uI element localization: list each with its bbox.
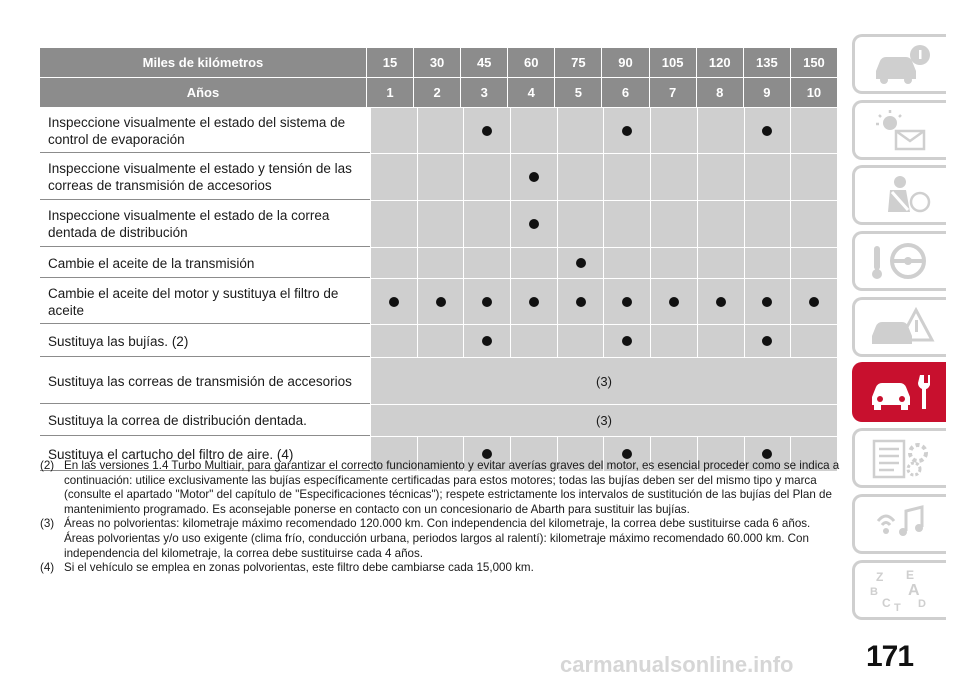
required-dot-icon — [529, 219, 539, 229]
interval-cell — [557, 325, 604, 357]
interval-cell — [603, 325, 650, 357]
header-km-cell: 30 — [413, 48, 460, 77]
row-span-note: (3) — [370, 358, 837, 404]
header-km-cell: 105 — [649, 48, 696, 77]
footnote-number: (3) — [40, 517, 55, 531]
table-row — [40, 358, 837, 405]
interval-cell — [370, 279, 417, 324]
required-dot-icon — [762, 297, 772, 307]
header-km-cell: 90 — [601, 48, 648, 77]
interval-cell — [463, 154, 510, 200]
interval-cell — [790, 108, 837, 153]
interval-cell — [510, 201, 557, 247]
interval-cell — [603, 154, 650, 200]
header-years-row — [40, 78, 837, 108]
seat-safety-icon — [866, 172, 936, 218]
interval-cell — [744, 154, 791, 200]
row-label: Inspeccione visualmente el estado de la correa dentada de distribución — [40, 201, 370, 247]
interval-cell — [463, 279, 510, 324]
interval-cell — [417, 108, 464, 153]
interval-cell — [697, 248, 744, 278]
table-row — [40, 248, 837, 279]
row-span-note: (3) — [370, 405, 837, 436]
chapter-sidebar — [852, 34, 960, 625]
table-body — [40, 108, 837, 472]
interval-cell — [744, 248, 791, 278]
row-cells — [370, 108, 837, 153]
header-km-cell: 15 — [366, 48, 413, 77]
interval-cell — [697, 108, 744, 153]
interval-cell — [697, 279, 744, 324]
interval-cell — [510, 108, 557, 153]
svg-text:B: B — [869, 585, 878, 598]
car-info-icon — [866, 41, 936, 87]
interval-cell — [557, 154, 604, 200]
interval-cell — [650, 248, 697, 278]
svg-text:D: D — [917, 597, 926, 610]
header-year-cell: 10 — [790, 78, 837, 107]
interval-cell — [417, 154, 464, 200]
interval-cell — [790, 154, 837, 200]
header-year-cell: 9 — [743, 78, 790, 107]
interval-cell — [510, 154, 557, 200]
svg-text:T: T — [893, 601, 901, 613]
interval-cell — [744, 201, 791, 247]
interval-cell — [417, 279, 464, 324]
required-dot-icon — [576, 258, 586, 268]
row-label: Cambie el aceite del motor y sustituya el filtro de aceite — [40, 279, 370, 324]
index-icon — [866, 567, 936, 613]
technical-specs-icon — [866, 435, 936, 481]
footnote — [40, 459, 840, 517]
row-label: Sustituya la correa de distribución dentada. — [40, 405, 370, 436]
interval-cell — [557, 279, 604, 324]
required-dot-icon — [529, 172, 539, 182]
interval-cell — [650, 279, 697, 324]
interval-cell — [697, 154, 744, 200]
row-cells — [370, 405, 837, 436]
row-cells — [370, 279, 837, 324]
table-row — [40, 405, 837, 437]
interval-cell — [463, 201, 510, 247]
footnote-text: Si el vehículo se emplea en zonas polvorientas, este filtro debe cambiarse cada 15,000 km. — [64, 561, 534, 575]
interval-cell — [510, 325, 557, 357]
tab-warning-lights[interactable] — [852, 100, 946, 160]
interval-cell — [417, 201, 464, 247]
tab-technical[interactable] — [852, 428, 946, 488]
tab-multimedia[interactable] — [852, 494, 946, 554]
interval-cell — [650, 154, 697, 200]
footnote-text: Áreas no polvorientas: kilometraje máximo recomendado 120.000 km. Con independencia del kilometraje, la correa debe sustituirse cada 6 años. Áreas polvorientas y/o uso exigente (clima frío, conducción urbana, periodos largos al ralentí): kilometraje máximo recomendado 60.000 km. Con independencia del kilometraje, la correa debe sustituirse cada 4 años. — [64, 517, 811, 560]
page-number: 171 — [866, 640, 914, 673]
tab-index[interactable] — [852, 560, 946, 620]
row-label: Sustituya las correas de transmisión de accesorios — [40, 358, 370, 404]
required-dot-icon — [482, 297, 492, 307]
tab-emergency[interactable] — [852, 297, 946, 357]
interval-cell — [744, 108, 791, 153]
watermark: carmanualsonline.info — [560, 652, 794, 677]
row-label: Sustituya el cartucho del filtro de aire. (4) — [40, 437, 370, 471]
interval-cell — [650, 325, 697, 357]
header-year-cell: 6 — [601, 78, 648, 107]
interval-cell — [790, 201, 837, 247]
interval-cell — [790, 248, 837, 278]
interval-cell — [510, 279, 557, 324]
row-cells — [370, 201, 837, 247]
tab-steering[interactable] — [852, 231, 946, 291]
interval-cell — [603, 201, 650, 247]
svg-text:A: A — [907, 581, 920, 599]
required-dot-icon — [622, 297, 632, 307]
interval-cell — [603, 248, 650, 278]
steering-wheel-icon — [866, 238, 936, 284]
interval-cell — [510, 248, 557, 278]
car-maintenance-icon — [866, 369, 936, 415]
header-year-cell: 7 — [649, 78, 696, 107]
required-dot-icon — [762, 126, 772, 136]
interval-cell — [603, 108, 650, 153]
required-dot-icon — [436, 297, 446, 307]
interval-cell — [463, 108, 510, 153]
interval-cell — [650, 201, 697, 247]
header-year-cell: 5 — [554, 78, 601, 107]
interval-cell — [417, 248, 464, 278]
header-km-cell: 135 — [743, 48, 790, 77]
header-year-cell: 1 — [366, 78, 413, 107]
header-year-cell: 2 — [413, 78, 460, 107]
interval-cell — [603, 279, 650, 324]
row-cells — [370, 358, 837, 404]
table-row — [40, 325, 837, 358]
footnote-text: En las versiones 1.4 Turbo Multiair, para garantizar el correcto funcionamiento y evitar averías graves del motor, es esencial proceder como se indica a continuación: utilice exclusivamente las bujías específicamente certificadas para estos motores; todas las bujías deben ser del mismo tipo y marca (consulte el apartado "Motor" del capítulo de "Especificaciones técnicas"); respete estrictamente los intervalos de sustitución de las bujías del Plan de mantenimiento programado. Es aconsejable ponerse en contacto con un concesionario de Abarth para sustituir las bujías. — [64, 459, 840, 516]
svg-text:Z: Z — [875, 569, 883, 584]
header-year-cell: 3 — [460, 78, 507, 107]
table-row — [40, 279, 837, 325]
footnote — [40, 561, 840, 576]
table-row — [40, 108, 837, 154]
tab-car-info[interactable] — [852, 34, 946, 94]
row-cells — [370, 248, 837, 278]
interval-cell — [463, 248, 510, 278]
header-years-label: Años — [186, 85, 220, 100]
required-dot-icon — [482, 336, 492, 346]
required-dot-icon — [622, 449, 632, 459]
interval-cell — [697, 201, 744, 247]
maintenance-table — [40, 48, 837, 472]
svg-text:E: E — [905, 567, 914, 582]
interval-cell — [744, 279, 791, 324]
warning-lights-icon — [866, 107, 936, 153]
row-label: Inspeccione visualmente el estado del sistema de control de evaporación — [40, 108, 370, 153]
header-km-cell: 120 — [696, 48, 743, 77]
row-cells — [370, 154, 837, 200]
required-dot-icon — [762, 449, 772, 459]
interval-cell — [557, 201, 604, 247]
interval-cell — [697, 325, 744, 357]
row-label: Inspeccione visualmente el estado y tensión de las correas de transmisión de accesorios — [40, 154, 370, 200]
interval-cell — [557, 248, 604, 278]
row-cells — [370, 325, 837, 357]
interval-cell — [370, 325, 417, 357]
header-km-row — [40, 48, 837, 78]
interval-cell — [744, 325, 791, 357]
interval-cell — [790, 325, 837, 357]
header-km-cell: 75 — [554, 48, 601, 77]
footnote-number: (4) — [40, 561, 55, 575]
required-dot-icon — [809, 297, 819, 307]
header-km-cell: 45 — [460, 48, 507, 77]
header-year-cell: 4 — [507, 78, 554, 107]
required-dot-icon — [576, 297, 586, 307]
interval-cell — [417, 325, 464, 357]
required-dot-icon — [482, 126, 492, 136]
footnotes — [40, 459, 840, 576]
svg-text:C: C — [881, 595, 891, 610]
required-dot-icon — [482, 449, 492, 459]
header-km-label: Miles de kilómetros — [142, 55, 264, 70]
required-dot-icon — [669, 297, 679, 307]
required-dot-icon — [622, 126, 632, 136]
interval-cell — [790, 279, 837, 324]
table-row — [40, 201, 837, 248]
footnote — [40, 517, 840, 561]
interval-cell — [463, 325, 510, 357]
required-dot-icon — [762, 336, 772, 346]
footnote-number: (2) — [40, 459, 55, 472]
multimedia-icon — [866, 501, 936, 547]
required-dot-icon — [529, 297, 539, 307]
required-dot-icon — [716, 297, 726, 307]
tab-maintenance[interactable] — [852, 362, 946, 422]
interval-cell — [370, 154, 417, 200]
interval-cell — [557, 108, 604, 153]
header-km-cell: 60 — [507, 48, 554, 77]
header-year-cell: 8 — [696, 78, 743, 107]
interval-cell — [370, 108, 417, 153]
row-label: Cambie el aceite de la transmisión — [40, 248, 370, 278]
required-dot-icon — [389, 297, 399, 307]
interval-cell — [650, 108, 697, 153]
table-row — [40, 154, 837, 201]
interval-cell — [370, 201, 417, 247]
interval-cell — [370, 248, 417, 278]
car-emergency-icon — [866, 304, 936, 350]
header-km-cell: 150 — [790, 48, 837, 77]
tab-seat-safety[interactable] — [852, 165, 946, 225]
row-label: Sustituya las bujías. (2) — [40, 325, 370, 357]
required-dot-icon — [622, 336, 632, 346]
